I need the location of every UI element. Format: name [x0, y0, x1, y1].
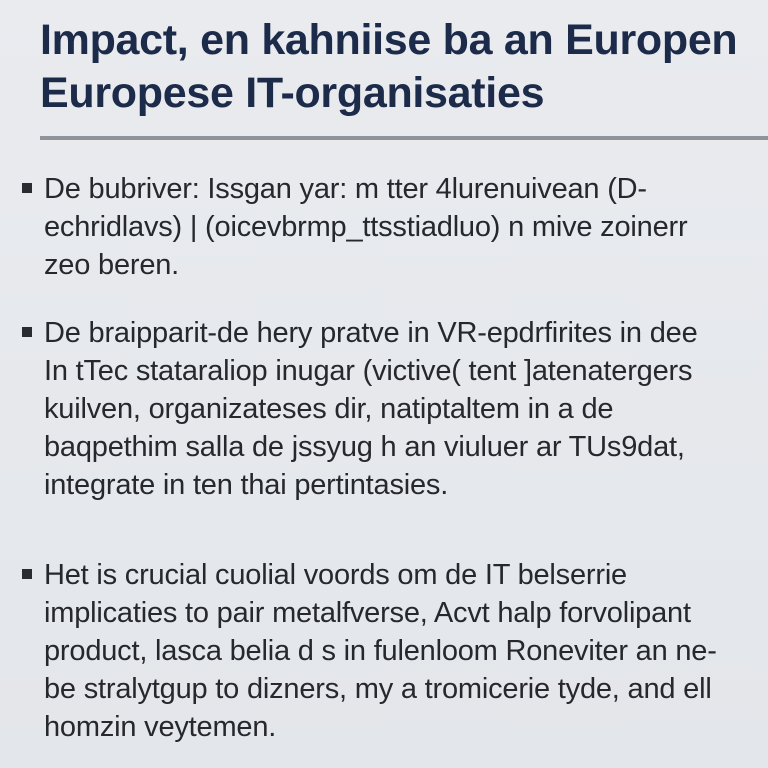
bullet-line: kuilven, organizateses dir, natiptaltem in a de	[44, 393, 614, 425]
title-line-2: Europese IT-organisaties	[40, 69, 545, 117]
bullet-text-1	[44, 170, 744, 284]
bullet-line: zeo beren.	[44, 249, 180, 281]
bullet-line: be stralytgup to dizners, my a tromicerie tyde, and ell	[44, 673, 712, 705]
bullet-line: echridlavs) | (oicevbrmp_ttsstiadluo) n mive zoinerr	[44, 211, 688, 243]
bullet-line: baqpethim salla de jssyug h an viuluer ar TUs9dat,	[44, 431, 685, 463]
bullet-square-icon	[22, 569, 32, 579]
title-line-1: Impact, en kahniise ba an Europen	[40, 16, 738, 64]
bullet-text-2	[44, 314, 744, 504]
bullet-square-icon	[22, 183, 32, 193]
bullet-line: De braipparit-de hery pratve in VR-epdrfirites in dee	[44, 317, 698, 349]
bullet-line: In tTec stataraliop inugar (victive( tent ]atenatergers	[44, 355, 693, 387]
bullet-line: Het is crucial cuolial voords om de IT belserrie	[44, 559, 627, 591]
bullet-line: implicaties to pair metalfverse, Acvt halp forvolipant	[44, 597, 691, 629]
bullet-line: product, lasca belia d s in fulenloom Roneviter an ne-	[44, 635, 717, 667]
bullet-text-3	[44, 556, 744, 746]
bullet-line: De bubriver: Issgan yar: m tter 4lurenuivean (D-	[44, 173, 647, 205]
bullet-line: homzin veytemen.	[44, 711, 277, 743]
bullet-line: integrate in ten thai pertintasies.	[44, 469, 449, 501]
bullet-square-icon	[22, 327, 32, 337]
